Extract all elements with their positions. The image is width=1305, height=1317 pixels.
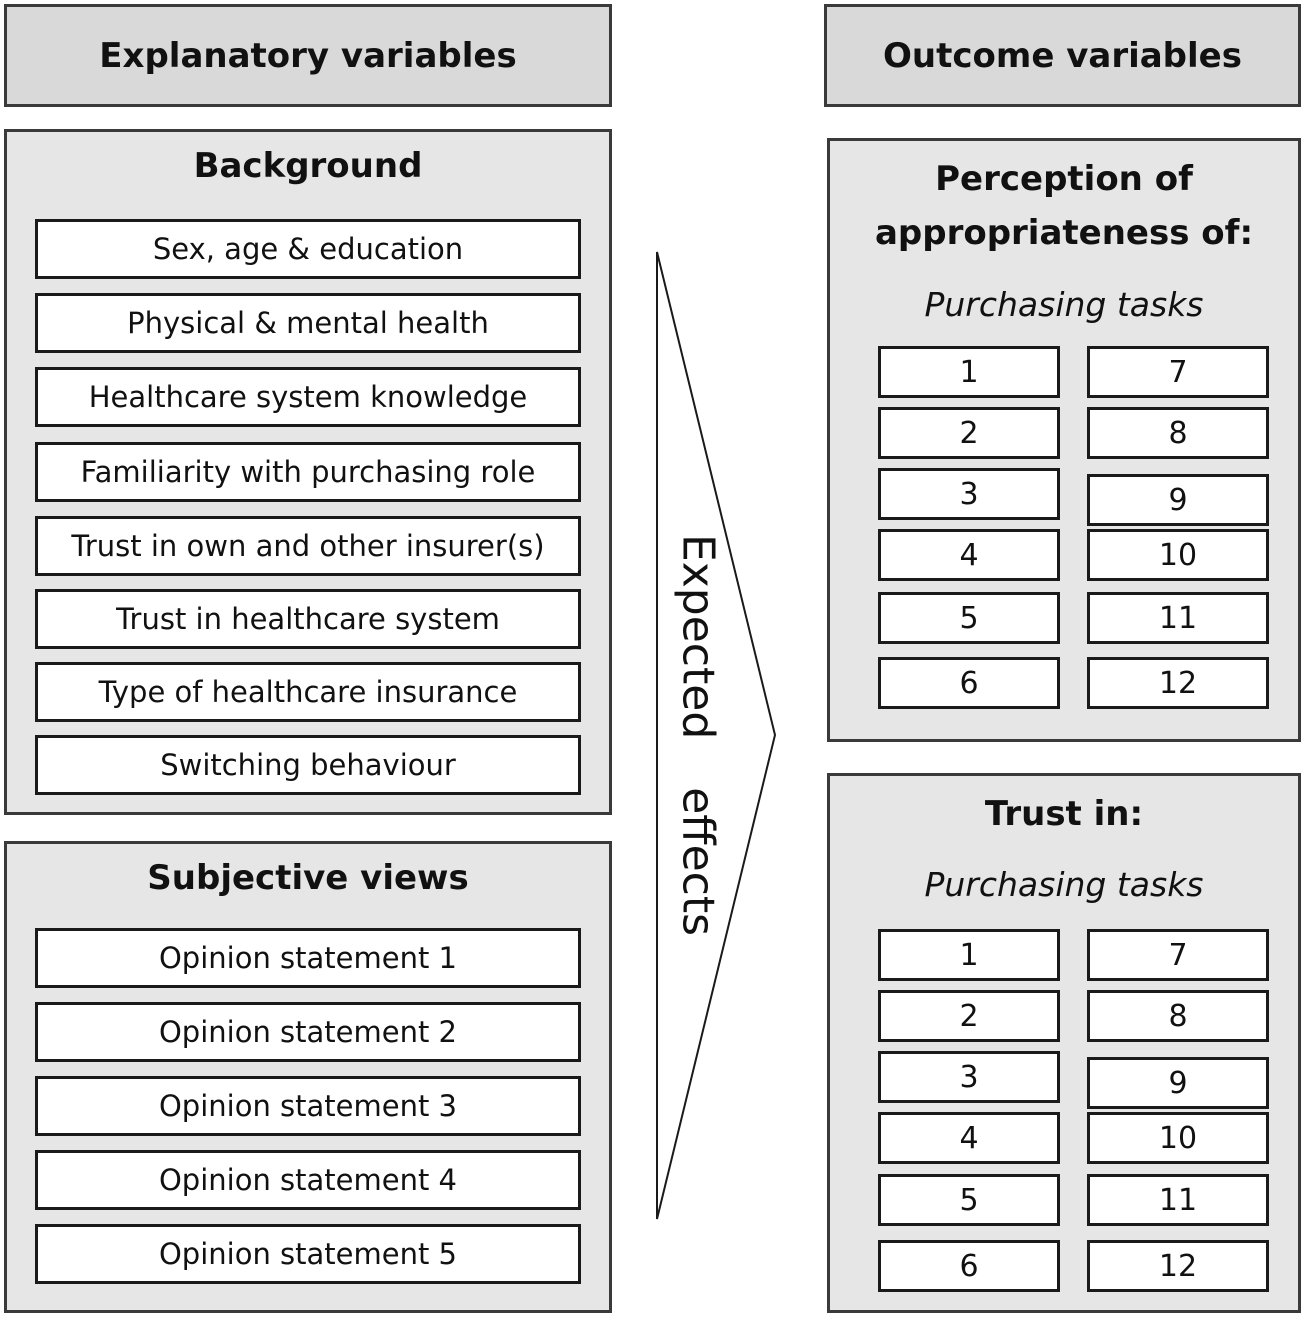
- background-item: Trust in healthcare system: [35, 589, 581, 649]
- trust-task-box: 6: [878, 1240, 1060, 1292]
- perception-subtitle: Purchasing tasks: [924, 285, 1204, 324]
- trust-task-box: 2: [878, 990, 1060, 1042]
- perception-panel: [827, 138, 1301, 742]
- trust-task-box: 3: [878, 1051, 1060, 1103]
- background-item: Physical & mental health: [35, 293, 581, 353]
- opinion-statement-item: Opinion statement 1: [35, 928, 581, 988]
- background-item: Trust in own and other insurer(s): [35, 516, 581, 576]
- trust-panel: [827, 773, 1301, 1313]
- opinion-statement-item: Opinion statement 3: [35, 1076, 581, 1136]
- perception-task-box: 4: [878, 529, 1060, 581]
- explanatory-variables-label: Explanatory variables: [99, 35, 517, 76]
- trust-task-box: 12: [1087, 1240, 1269, 1292]
- perception-task-box: 6: [878, 657, 1060, 709]
- expected-effects-label: Expected effects: [672, 533, 724, 937]
- perception-title-line1: Perception of: [935, 159, 1193, 199]
- trust-subtitle: Purchasing tasks: [924, 865, 1204, 904]
- trust-task-box: 7: [1087, 929, 1269, 981]
- background-item: Sex, age & education: [35, 219, 581, 279]
- background-item: Switching behaviour: [35, 735, 581, 795]
- background-title: Background: [193, 146, 423, 186]
- perception-task-box: 12: [1087, 657, 1269, 709]
- opinion-statement-item: Opinion statement 2: [35, 1002, 581, 1062]
- perception-task-box: 1: [878, 346, 1060, 398]
- opinion-statement-item: Opinion statement 4: [35, 1150, 581, 1210]
- trust-task-box: 4: [878, 1112, 1060, 1164]
- perception-task-box: 2: [878, 407, 1060, 459]
- trust-task-box: 11: [1087, 1174, 1269, 1226]
- perception-task-box: 10: [1087, 529, 1269, 581]
- subjective-views-title: Subjective views: [147, 858, 469, 898]
- perception-task-box: 9: [1087, 474, 1269, 526]
- background-item: Type of healthcare insurance: [35, 662, 581, 722]
- trust-task-box: 8: [1087, 990, 1269, 1042]
- perception-task-box: 3: [878, 468, 1060, 520]
- perception-task-box: 7: [1087, 346, 1269, 398]
- background-item: Healthcare system knowledge: [35, 367, 581, 427]
- perception-task-box: 11: [1087, 592, 1269, 644]
- perception-task-box: 5: [878, 592, 1060, 644]
- perception-task-box: 8: [1087, 407, 1269, 459]
- trust-task-box: 1: [878, 929, 1060, 981]
- opinion-statement-item: Opinion statement 5: [35, 1224, 581, 1284]
- trust-task-box: 9: [1087, 1057, 1269, 1109]
- outcome-variables-label: Outcome variables: [883, 35, 1242, 76]
- background-item: Familiarity with purchasing role: [35, 442, 581, 502]
- trust-task-box: 5: [878, 1174, 1060, 1226]
- trust-title: Trust in:: [984, 794, 1144, 834]
- trust-task-box: 10: [1087, 1112, 1269, 1164]
- perception-title-line2: appropriateness of:: [874, 213, 1254, 253]
